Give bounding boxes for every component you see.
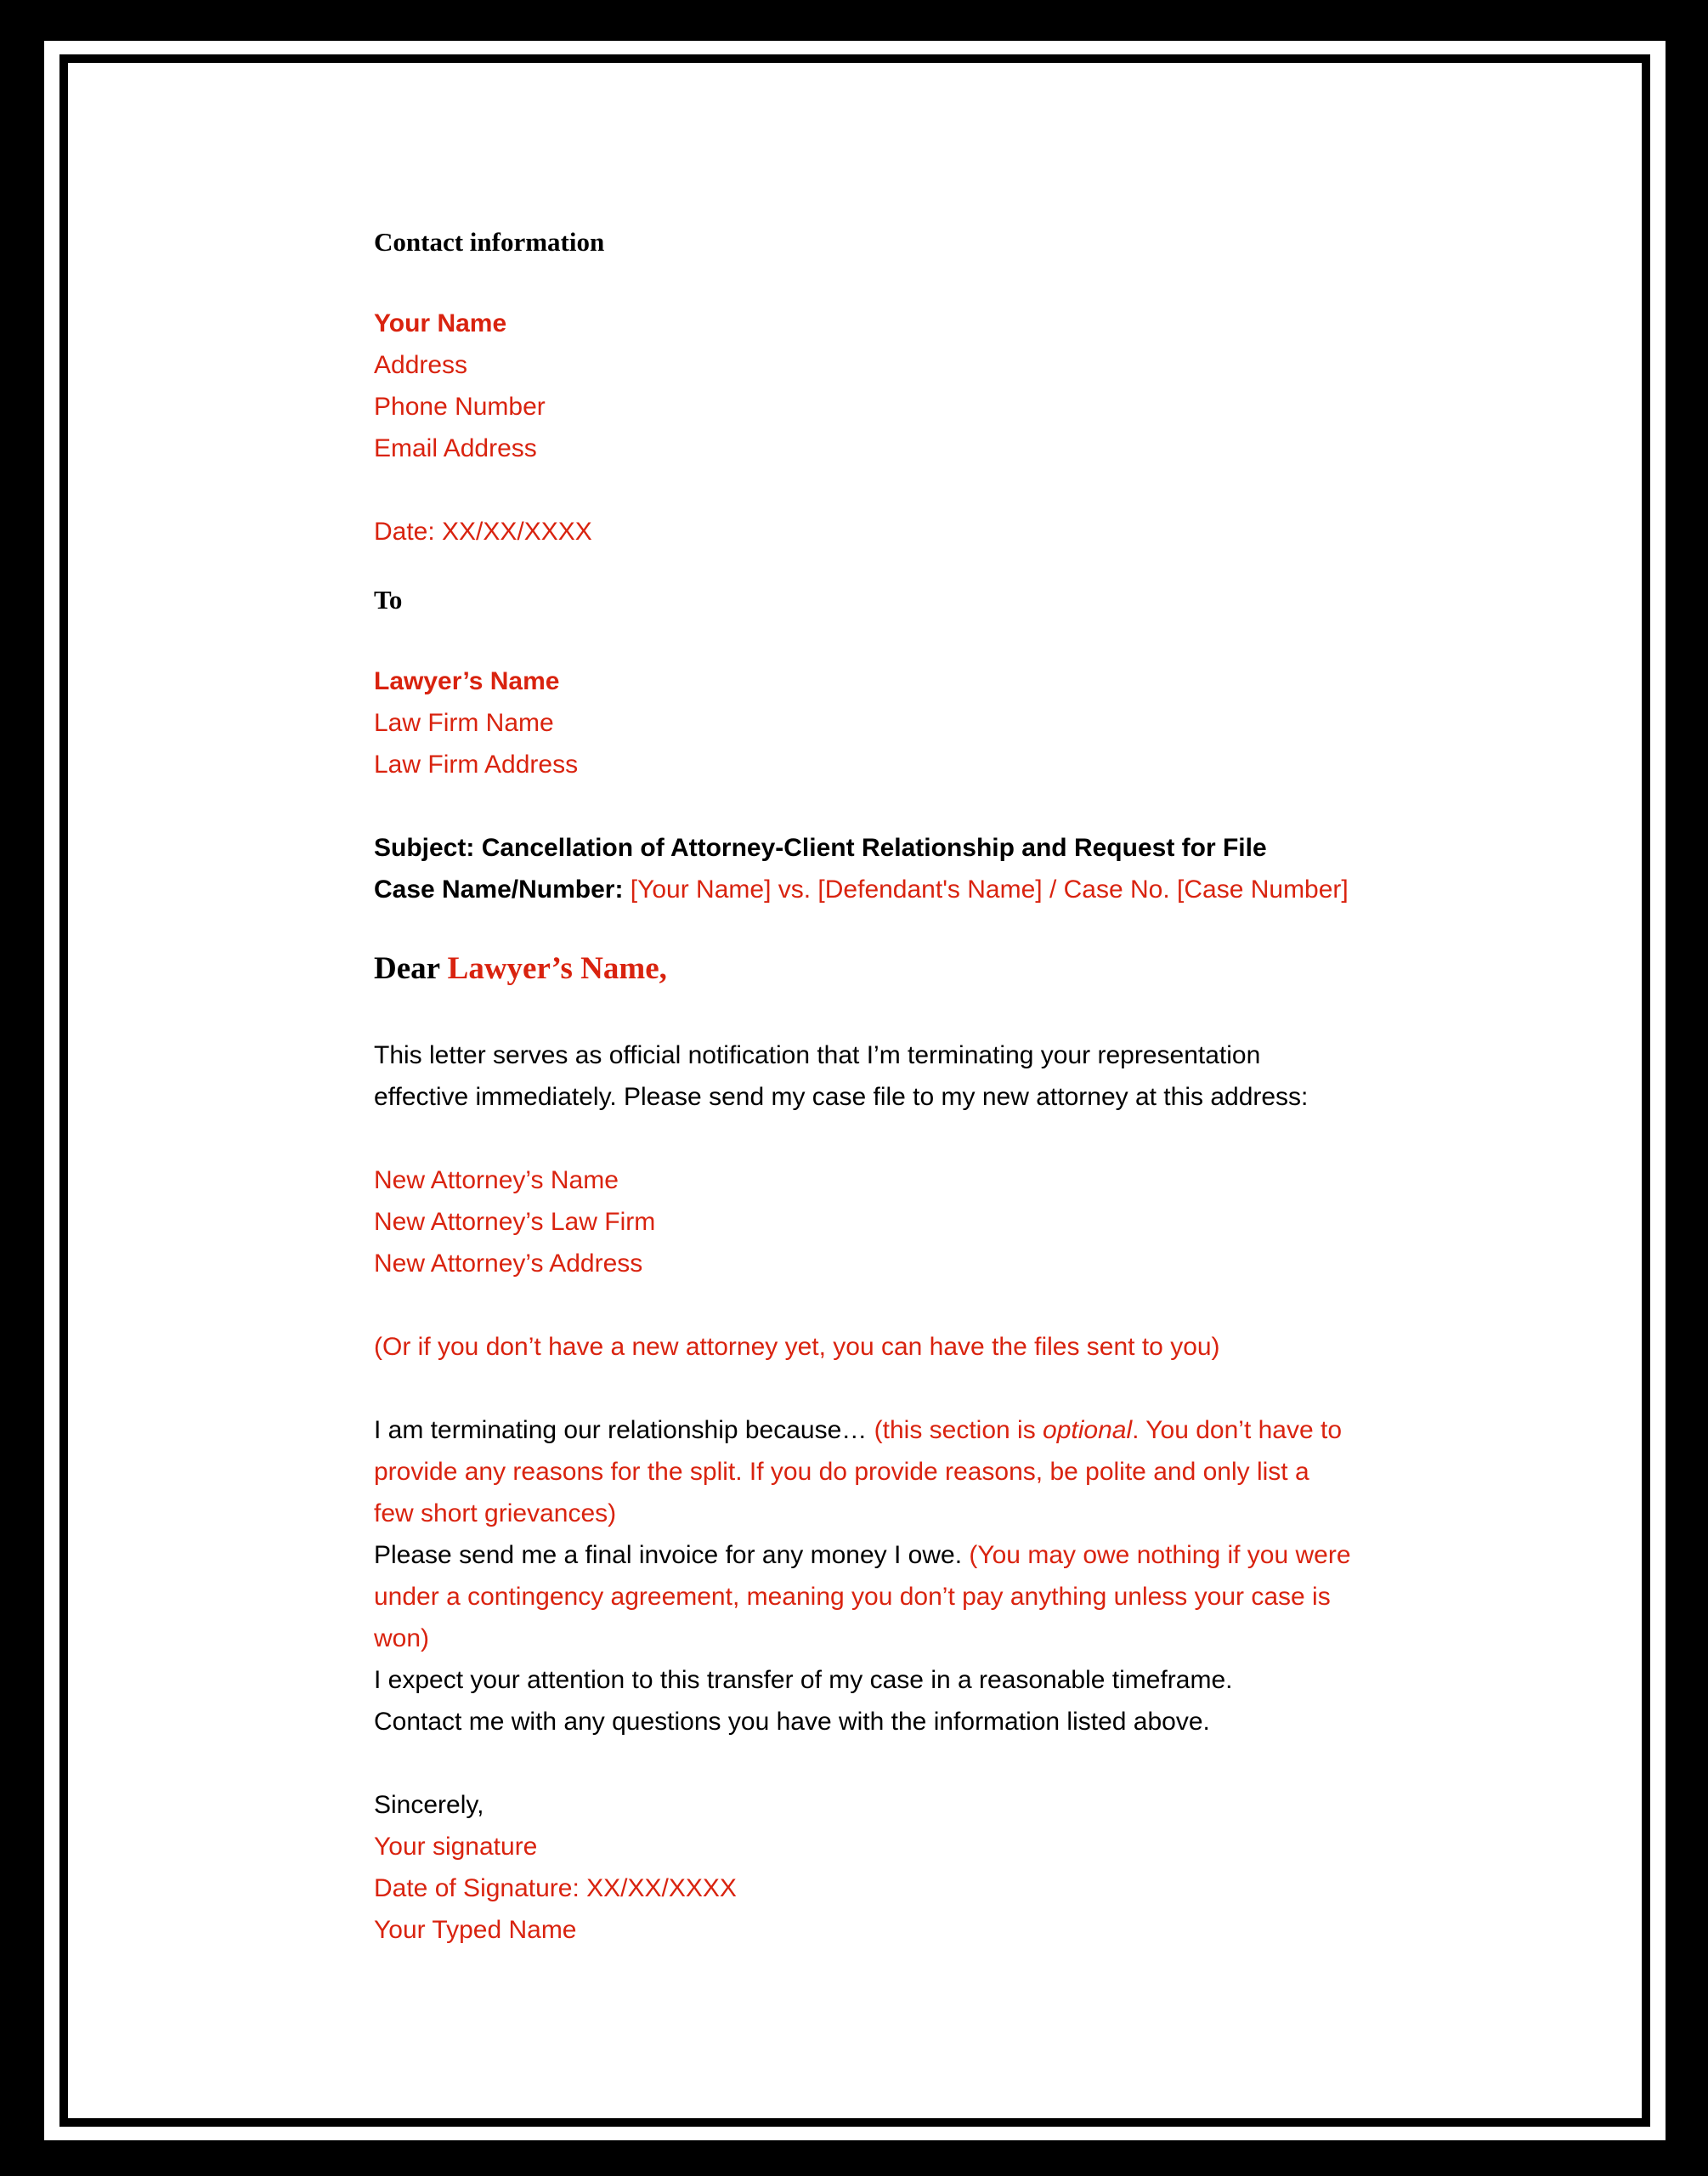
spacer xyxy=(374,469,1496,511)
reason-optional-word: optional xyxy=(1043,1415,1133,1444)
spacer xyxy=(374,910,1496,952)
spacer xyxy=(374,1284,1496,1326)
case-line xyxy=(374,869,1496,910)
sender-address: Address xyxy=(374,351,468,379)
sender-email: Email Address xyxy=(374,434,537,462)
spacer xyxy=(374,1742,1496,1784)
closing-signature: Your signature xyxy=(374,1832,538,1861)
new-attorney-name: New Attorney’s Name xyxy=(374,1165,619,1194)
new-attorney-address: New Attorney’s Address xyxy=(374,1249,643,1278)
reason-red-text-a: (this section is xyxy=(874,1415,1043,1444)
letter-body xyxy=(374,229,1496,1951)
closing-date-of-signature: Date of Signature: XX/XX/XXXX xyxy=(374,1873,737,1902)
closing-typed-name: Your Typed Name xyxy=(374,1915,577,1944)
invoice-red-line-2: under a contingency agreement, meaning you don’t pay anything unless your case is xyxy=(374,1582,1331,1611)
spacer xyxy=(374,1118,1496,1159)
invoice-red-line-1: (You may owe nothing if you were xyxy=(969,1540,1351,1569)
reason-red-line-3: few short grievances) xyxy=(374,1499,617,1527)
new-attorney-firm: New Attorney’s Law Firm xyxy=(374,1207,656,1236)
reason-red-text-b: . You don’t have to xyxy=(1132,1415,1343,1444)
letter-page xyxy=(68,63,1642,2118)
subject-line xyxy=(374,827,1496,869)
salutation xyxy=(374,952,1496,987)
contact-information-heading: Contact information xyxy=(374,227,605,257)
spacer xyxy=(374,552,1496,586)
recipient-firm-address: Law Firm Address xyxy=(374,751,579,779)
reason-paragraph xyxy=(374,1409,1496,1451)
spacer xyxy=(374,785,1496,827)
date-line: Date: XX/XX/XXXX xyxy=(374,518,592,546)
sender-phone: Phone Number xyxy=(374,393,546,421)
alternate-delivery-note: (Or if you don’t have a new attorney yet, you can have the files sent to you) xyxy=(374,1332,1220,1361)
subject-label: Subject: xyxy=(374,834,475,862)
case-value: [Your Name] vs. [Defendant's Name] / Case No. [Case Number] xyxy=(623,876,1349,904)
salutation-name: Lawyer’s Name, xyxy=(447,951,667,986)
sender-name: Your Name xyxy=(374,309,507,337)
invoice-red-line-3: won) xyxy=(374,1624,430,1652)
intro-paragraph-line-2: effective immediately. Please send my case file to my new attorney at this address: xyxy=(374,1082,1309,1111)
case-label: Case Name/Number: xyxy=(374,876,624,904)
spacer xyxy=(374,987,1496,1034)
spacer xyxy=(374,1368,1496,1409)
salutation-prefix: Dear xyxy=(374,951,448,986)
contact-me-line: Contact me with any questions you have with the information listed above. xyxy=(374,1707,1210,1736)
reason-black-text: I am terminating our relationship because… xyxy=(374,1415,874,1444)
to-heading: To xyxy=(374,585,403,615)
recipient-firm: Law Firm Name xyxy=(374,709,554,737)
spacer xyxy=(374,255,1496,303)
subject-text: Cancellation of Attorney-Client Relationship and Request for File xyxy=(474,834,1267,862)
closing-sincerely: Sincerely, xyxy=(374,1790,484,1819)
intro-paragraph-line-1: This letter serves as official notification that I’m terminating your representation xyxy=(374,1040,1261,1069)
spacer xyxy=(374,613,1496,660)
timeframe-line: I expect your attention to this transfer of my case in a reasonable timeframe. xyxy=(374,1665,1233,1694)
reason-red-line-2: provide any reasons for the split. If you do provide reasons, be polite and only list a xyxy=(374,1457,1309,1486)
recipient-name: Lawyer’s Name xyxy=(374,667,560,695)
invoice-black-text: Please send me a final invoice for any money I owe. xyxy=(374,1540,970,1569)
invoice-paragraph xyxy=(374,1534,1496,1576)
